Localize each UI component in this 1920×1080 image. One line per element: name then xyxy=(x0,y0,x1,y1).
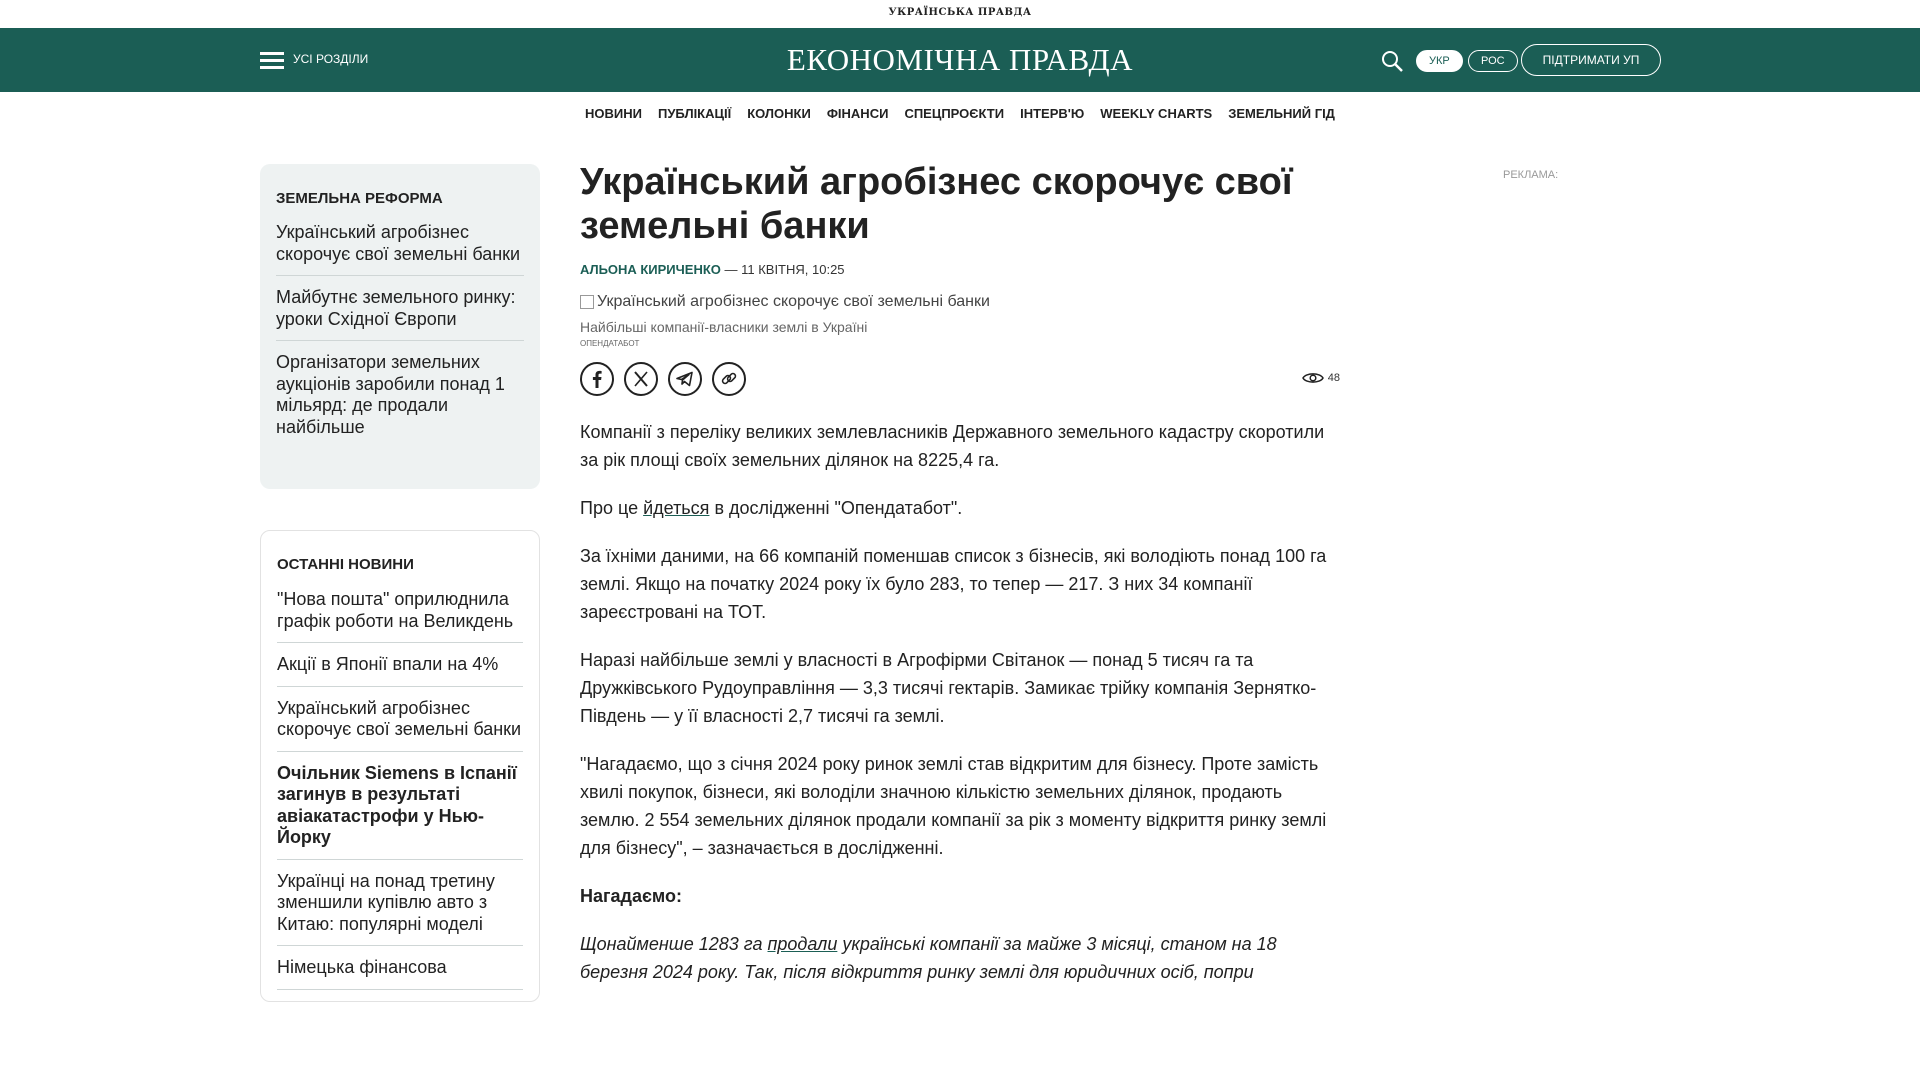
nav-land-guide[interactable]: ЗЕМЕЛЬНИЙ ГІД xyxy=(1228,106,1335,121)
list-item[interactable]: Український агробізнес скорочує свої земельні банки xyxy=(276,222,524,276)
all-sections-link[interactable]: УСІ РОЗДІЛИ xyxy=(293,52,369,66)
article-image xyxy=(580,293,1340,311)
nav-weekly-charts[interactable]: WEEKLY CHARTS xyxy=(1100,106,1213,121)
header xyxy=(0,28,1920,92)
views-count: 48 xyxy=(1327,372,1340,384)
publish-date: — 11 КВІТНЯ, 10:25 xyxy=(720,262,845,277)
list-item[interactable]: Очільник Siemens в Іспанії загинув в результаті авіакатастрофи у Нью-Йорку xyxy=(277,763,523,860)
article xyxy=(580,160,1340,986)
eye-icon xyxy=(1302,371,1324,385)
search-icon[interactable] xyxy=(1380,49,1404,73)
support-button[interactable]: ПІДТРИМАТИ УП xyxy=(1521,44,1661,76)
latest-news-title[interactable]: ОСТАННІ НОВИНИ xyxy=(277,556,414,573)
list-item[interactable]: Майбутнє земельного ринку: уроки Східної Європи xyxy=(276,287,524,341)
list-item[interactable]: Німецька фінансова xyxy=(277,957,523,990)
list-item[interactable]: "Нова пошта" оприлюднила графік роботи на Великдень xyxy=(277,589,523,643)
list-item[interactable]: Українці на понад третину зменшили купівлю авто з Китаю: популярні моделі xyxy=(277,871,523,947)
image-alt-text: Український агробізнес скорочує свої земельні банки xyxy=(597,293,990,310)
image-caption: Найбільші компанії-власники землі в Україні xyxy=(580,319,868,335)
list-item[interactable]: Організатори земельних аукціонів заробили понад 1 мільярд: де продали найбільше xyxy=(276,352,505,437)
nav-publications[interactable]: ПУБЛІКАЦІЇ xyxy=(658,106,732,121)
lang-ukr-button[interactable]: УКР xyxy=(1416,50,1463,72)
facebook-icon[interactable] xyxy=(580,362,614,396)
nav-finance[interactable]: ФІНАНСИ xyxy=(826,106,889,121)
lang-ros-button[interactable]: РОС xyxy=(1468,50,1518,72)
paragraph: Про це йдеться в дослідженні "Опендатабот". xyxy=(580,498,963,518)
copy-link-icon[interactable] xyxy=(712,362,746,396)
land-reform-box xyxy=(260,164,540,489)
ad-label: РЕКЛАМА: xyxy=(1503,169,1559,181)
x-twitter-icon[interactable] xyxy=(624,362,658,396)
paragraph: Компанії з переліку великих землевласників Державного земельного кадастру скоротили за рік площі своїх земельних ділянок на 8225,4 га. xyxy=(580,422,1325,470)
article-title: Український агробізнес скорочує свої земельні банки xyxy=(580,161,1293,247)
paragraph: Наразі найбільше землі у власності в Агрофірми Світанок — понад 5 тисяч га та Дружківського Рудоуправління — 3,3 тисячі гектарів. Замикає трійку компанія Зернятко-Південь — у її власності 2,7 тисячі га землі. xyxy=(580,650,1317,726)
telegram-icon[interactable] xyxy=(668,362,702,396)
reminder-heading: Нагадаємо: xyxy=(580,886,682,906)
article-body xyxy=(580,418,1340,986)
paragraph: "Нагадаємо, що з січня 2024 року ринок землі став відкритим для бізнесу. Проте замість хвилі покупок, бізнеси, які володіли значною кількістю земельних ділянок, продають землю. 2 554 земельних ділянок продали компанії за рік з моменту відкриття ринку землі для бізнесу", – зазначається в дослідженні. xyxy=(580,754,1327,858)
land-reform-title[interactable]: ЗЕМЕЛЬНА РЕФОРМА xyxy=(276,190,443,207)
author-link[interactable]: АЛЬОНА КИРИЧЕНКО xyxy=(580,262,721,277)
menu-icon[interactable] xyxy=(260,52,284,70)
byline xyxy=(580,262,1340,277)
paragraph: За їхніми даними, на 66 компаній поменшав список з бізнесів, які володіють понад 100 га землі. Якщо на початку 2024 року їх було 283, то тепер — 217. З них 34 компанії зареєстровані на ТОТ. xyxy=(580,546,1327,622)
list-item[interactable]: Акції в Японії впали на 4% xyxy=(277,654,523,687)
top-bar xyxy=(0,0,1920,29)
broken-image-icon xyxy=(580,295,594,309)
inline-link[interactable]: продали xyxy=(767,934,838,954)
share-bar xyxy=(580,362,1340,398)
inline-link[interactable]: йдеться xyxy=(643,498,710,518)
nav-special-projects[interactable]: СПЕЦПРОЄКТИ xyxy=(904,106,1005,121)
views-counter xyxy=(1302,371,1340,385)
main-nav xyxy=(0,92,1920,136)
nav-news[interactable]: НОВИНИ xyxy=(585,106,642,121)
list-item[interactable]: Український агробізнес скорочує свої земельні банки xyxy=(277,698,523,752)
site-logo[interactable]: ЕКОНОМІЧНА ПРАВДА xyxy=(786,42,1134,77)
nav-columns[interactable]: КОЛОНКИ xyxy=(747,106,811,121)
image-source: ОПЕНДАТАБОТ xyxy=(580,339,640,348)
up-logo[interactable]: УКРАЇНСЬКА ПРАВДА xyxy=(888,7,1032,18)
latest-news-box xyxy=(260,530,540,1002)
nav-interview[interactable]: ІНТЕРВ'Ю xyxy=(1020,106,1085,121)
paragraph: Щонайменше 1283 га продали українські компанії за майже 3 місяці, станом на 18 березня 2024 року. Так, після відкриття ринку землі для юридичних осіб, попри xyxy=(580,934,1277,982)
